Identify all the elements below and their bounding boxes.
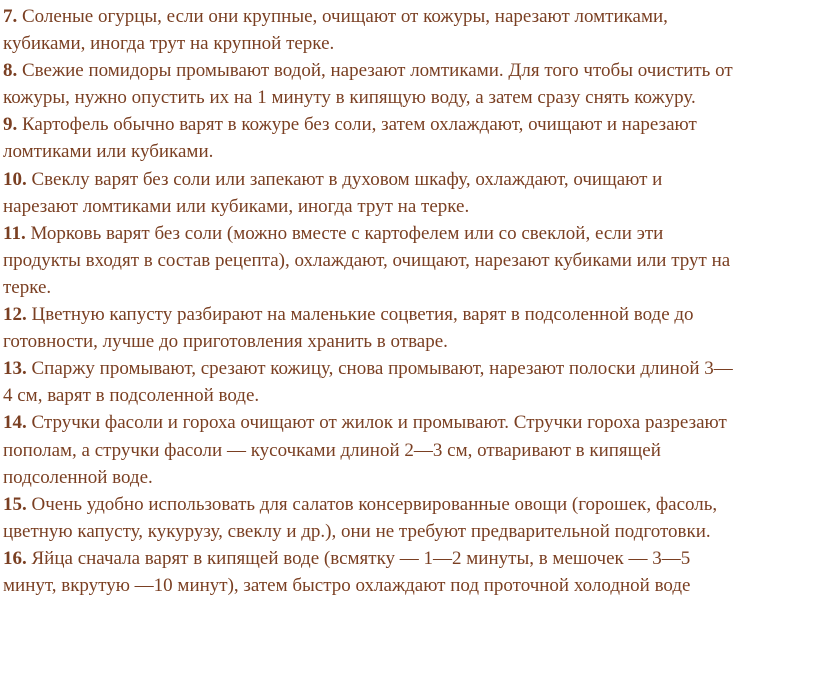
text-line: 4 см, варят в подсоленной воде. (3, 385, 260, 407)
text-line (3, 57, 811, 84)
item-number: 9. (3, 114, 18, 136)
text-line (3, 220, 811, 247)
item-number: 7. (3, 6, 18, 27)
item-number: 11. (3, 222, 26, 244)
list-item-14 (3, 409, 811, 490)
text-line: ломтиками или кубиками. (3, 141, 214, 163)
text-line (3, 409, 811, 436)
text-line: цветную капусту, кукурузу, свеклу и др.), они не требуют предварительной подготовки. (3, 520, 711, 542)
text-line (3, 545, 811, 572)
text-line (3, 3, 811, 30)
item-number: 8. (3, 60, 18, 82)
item-number: 14. (3, 412, 27, 434)
item-text: Спаржу промывают, срезают кожицу, снова промывают, нарезают полоски длиной 3— (26, 358, 733, 380)
text-line (3, 301, 811, 328)
item-text: Свежие помидоры промывают водой, нарезают ломтиками. Для того чтобы очистить от (17, 60, 733, 82)
text-line: минут, вкрутую —10 минут), затем быстро охлаждают под проточной холодной воде (3, 574, 691, 596)
item-text: Цветную капусту разбирают на маленькие соцветия, варят в подсоленной воде до (26, 304, 694, 326)
text-line: продукты входят в состав рецепта), охлаждают, очищают, нарезают кубиками или трут на (3, 249, 731, 271)
item-text: Очень удобно использовать для салатов консервированные овощи (горошек, фасоль, (26, 493, 718, 515)
list-item-11 (3, 220, 811, 301)
item-text: Стручки фасоли и гороха очищают от жилок и промывают. Стручки гороха разрезают (26, 412, 727, 434)
text-line: кубиками, иногда трут на крупной терке. (3, 33, 335, 55)
text-line: готовности, лучше до приготовления хранить в отваре. (3, 331, 448, 353)
text-line (3, 166, 811, 193)
item-number: 16. (3, 547, 27, 569)
item-text: Яйца сначала варят в кипящей воде (всмятку — 1—2 минуты, в мешочек — 3—5 (26, 547, 691, 569)
list-item-13 (3, 355, 811, 409)
item-text: Морковь варят без соли (можно вместе с картофелем или со свеклой, если эти (25, 222, 664, 244)
text-line (3, 355, 811, 382)
text-line: кожуры, нужно опустить их на 1 минуту в кипящую воду, а затем сразу снять кожуру. (3, 87, 696, 109)
list-item-8 (3, 57, 811, 111)
item-number: 10. (3, 168, 27, 190)
list-item-12 (3, 301, 811, 355)
list-item-7 (3, 3, 811, 57)
text-line: терке. (3, 276, 52, 298)
item-text: Соленые огурцы, если они крупные, очищают от кожуры, нарезают ломтиками, (17, 6, 668, 27)
text-line (3, 111, 811, 138)
item-text: Свеклу варят без соли или запекают в духовом шкафу, охлаждают, очищают и (26, 168, 663, 190)
list-item-10 (3, 166, 811, 220)
item-number: 13. (3, 358, 27, 380)
list-item-16 (3, 545, 811, 599)
text-line (3, 491, 811, 518)
text-line: нарезают ломтиками или кубиками, иногда трут на терке. (3, 195, 470, 217)
item-text: Картофель обычно варят в кожуре без соли, затем охлаждают, очищают и нарезают (17, 114, 697, 136)
text-line: подсоленной воде. (3, 466, 153, 488)
list-item-15 (3, 491, 811, 545)
item-number: 15. (3, 493, 27, 515)
list-item-9 (3, 111, 811, 165)
text-line: пополам, а стручки фасоли — кусочками длиной 2—3 см, отваривают в кипящей (3, 439, 661, 461)
document-body (3, 3, 811, 599)
item-number: 12. (3, 304, 27, 326)
